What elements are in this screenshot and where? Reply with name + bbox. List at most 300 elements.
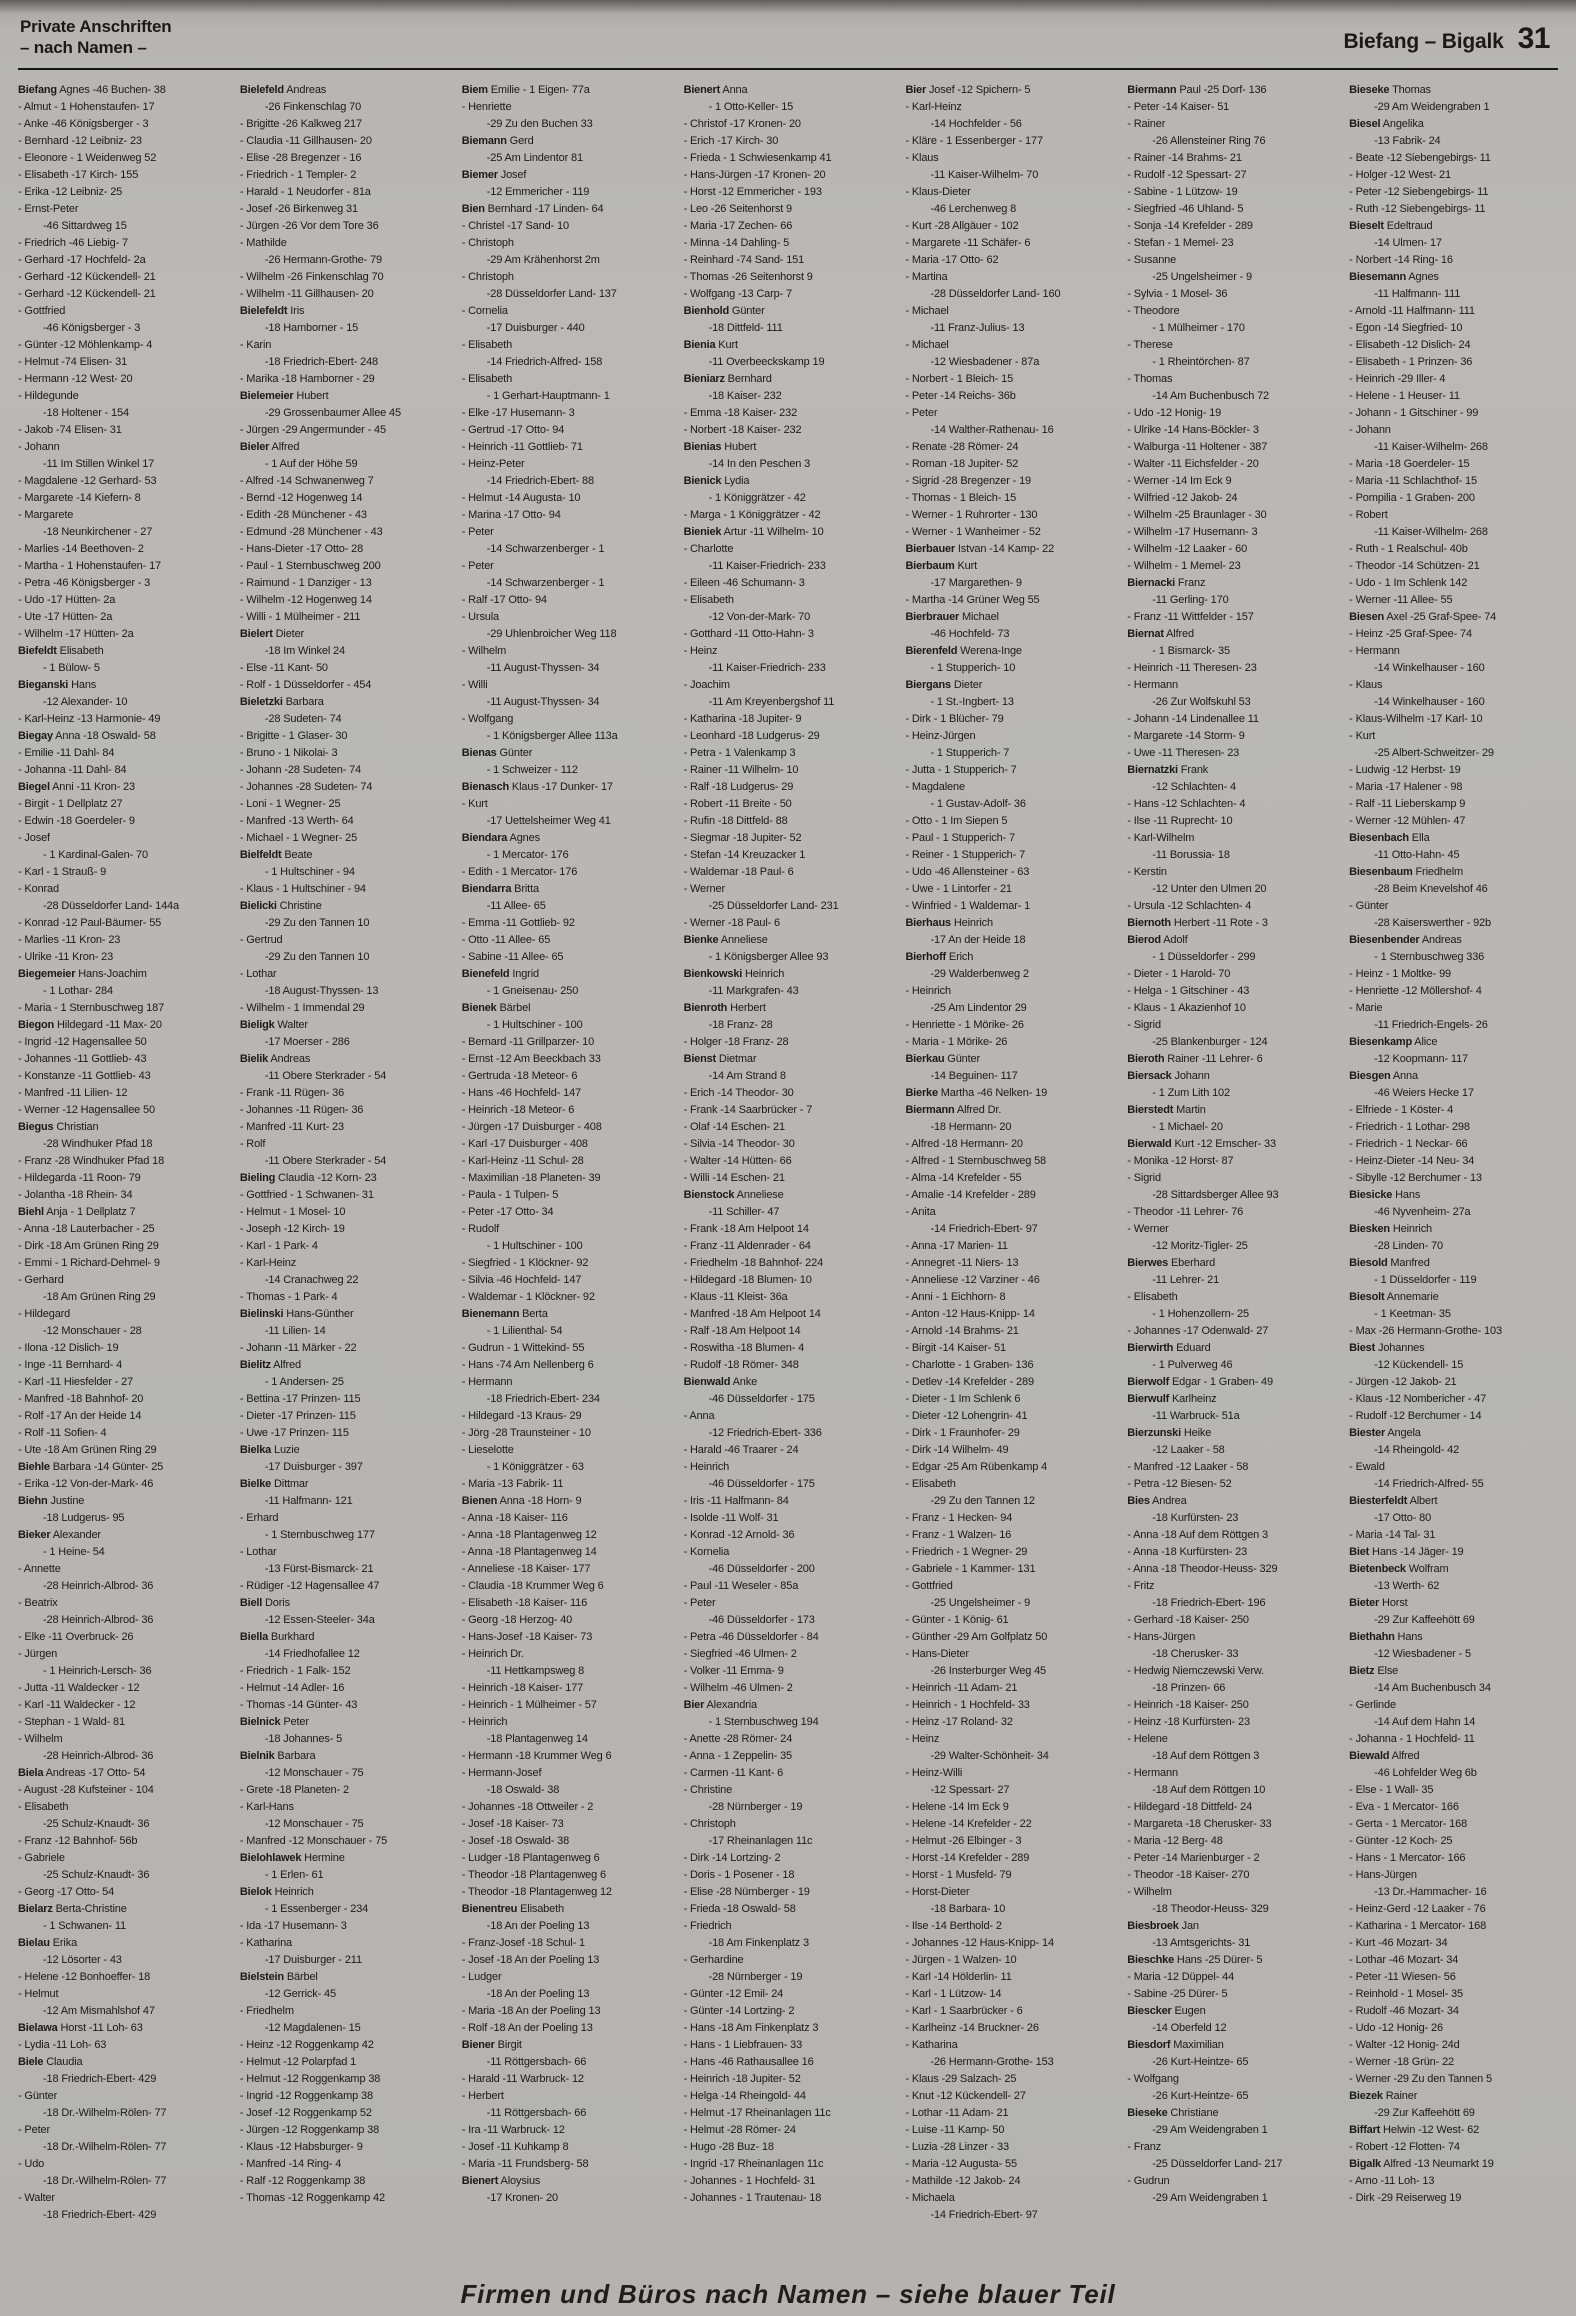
directory-entry-line: -12 Alexander- 10	[43, 696, 128, 708]
directory-entry-line: - 1 Königgrätzer - 42	[708, 492, 806, 504]
directory-entry-line: - Dieter - 1 Im Schlenk 6	[905, 1393, 1021, 1405]
page-title-line2: – nach Namen –	[20, 38, 147, 57]
surname: Bieling	[239, 1172, 276, 1184]
directory-entry-line: - Johann	[18, 441, 60, 453]
surname: Bieselt	[1349, 220, 1384, 232]
directory-entry-line: - Jürgen - 1 Walzen- 10	[905, 1954, 1017, 1966]
directory-entry-line: - Dirk - 1 Fraunhofer- 29	[905, 1427, 1020, 1439]
surname: Biehl	[18, 1206, 44, 1218]
directory-entry-line: - Günther -29 Am Golfplatz 50	[905, 1631, 1048, 1643]
directory-entry-line: Bienefeld Ingrid	[461, 968, 539, 980]
directory-entry-line: - Inge -11 Bernhard- 4	[18, 1359, 123, 1371]
directory-entry-line: -11 Borussia- 18	[1152, 849, 1230, 861]
directory-entry-line: Bierwald Kurt -12 Emscher- 33	[1127, 1138, 1276, 1150]
directory-entry-line: - Lothar -11 Adam- 21	[905, 2107, 1009, 2119]
directory-entry-line: -12 Spessart- 27	[930, 1784, 1010, 1796]
directory-entry-line: - 1 Mercator- 176	[486, 849, 569, 861]
directory-entry-line: - Manfred -11 Kurt- 23	[239, 1121, 344, 1133]
directory-entry-line: - Charlotte	[683, 543, 734, 555]
directory-entry-line: Biefeldt Elisabeth	[18, 645, 104, 657]
directory-entry-line: - Manfred -18 Am Helpoot 14	[683, 1308, 821, 1320]
directory-entry-line: - Thomas - 1 Park- 4	[239, 1291, 338, 1303]
surname: Biela	[18, 1767, 44, 1779]
directory-entry-line: - Rainer -11 Wilhelm- 10	[683, 764, 799, 776]
directory-entry-line: Bienas Günter	[461, 747, 533, 759]
directory-entry-line: -14 Friedrich-Ebert- 88	[486, 475, 594, 487]
surname: Bierwulf	[1127, 1393, 1170, 1405]
directory-entry-line: - Minna -14 Dahling- 5	[683, 237, 790, 249]
directory-entry-line: -29 Grossenbaumer Allee 45	[264, 407, 401, 419]
directory-entry-line: Bielinski Hans-Günther	[239, 1308, 354, 1320]
directory-entry-line: - Brigitte -26 Kalkweg 217	[239, 118, 362, 130]
directory-entry-line: - Karl - 1 Lützow- 14	[905, 1988, 1002, 2000]
directory-entry-line: -18 Hamborner - 15	[264, 322, 359, 334]
directory-entry-line: Bieseke Christiane	[1127, 2107, 1219, 2119]
directory-entry-line: - Dirk -18 Am Grünen Ring 29	[18, 1240, 159, 1252]
directory-entry-line: - Klaus -12 Habsburger- 9	[239, 2141, 363, 2153]
directory-entry-line: - Paul - 1 Stupperich- 7	[905, 832, 1015, 844]
directory-entry-line: - Peter -17 Otto- 34	[461, 1206, 554, 1218]
directory-entry-line: - Udo -12 Honig- 26	[1349, 2022, 1443, 2034]
directory-entry-line: -26 Insterburger Weg 45	[930, 1665, 1047, 1677]
directory-entry-line: -14 Ulmen- 17	[1374, 237, 1442, 249]
directory-entry-line: - Leo -26 Seitenhorst 9	[683, 203, 793, 215]
directory-entry-line: -28 Linden- 70	[1374, 1240, 1443, 1252]
surname: Bierke	[905, 1087, 938, 1099]
directory-entry-line: -18 August-Thyssen- 13	[264, 985, 379, 997]
directory-entry-line: -14 Schwarzenberger - 1	[486, 577, 605, 589]
directory-entry-line: - Manfred -13 Werth- 64	[239, 815, 354, 827]
directory-entry-line: Bietz Else	[1349, 1665, 1399, 1677]
directory-entry-line: - Siegfried - 1 Klöckner- 92	[461, 1257, 589, 1269]
directory-entry-line: -18 Neunkirchener - 27	[43, 526, 153, 538]
directory-entry-line: Biesgen Anna	[1349, 1070, 1418, 1082]
directory-entry-line: - Willi	[461, 679, 488, 691]
directory-entry-line: - Alfred - 1 Sternbuschweg 58	[905, 1155, 1046, 1167]
directory-entry-line: Bieselt Edeltraud	[1349, 220, 1433, 232]
directory-entry-line: - Edith -28 Münchener - 43	[239, 509, 367, 521]
surname: Bieganski	[18, 679, 69, 691]
directory-entry-line: - 1 Bülow- 5	[43, 662, 100, 674]
directory-entry-line: -12 Wiesbadener - 87a	[930, 356, 1040, 368]
directory-entry-line: -18 Kurfürsten- 23	[1152, 1512, 1239, 1524]
directory-entry-line: - Günter -12 Möhlenkamp- 4	[18, 339, 153, 351]
directory-entry-line: - Luzia -28 Linzer - 33	[905, 2141, 1009, 2153]
directory-entry-line: - 1 Keetman- 35	[1374, 1308, 1451, 1320]
directory-entry-line: - 1 Gustav-Adolf- 36	[930, 798, 1026, 810]
directory-entry-line: - Maria -13 Fabrik- 11	[461, 1478, 564, 1490]
directory-entry-line: Biehn Justine	[18, 1495, 85, 1507]
directory-entry-line: - Franz -12 Bahnhof- 56b	[18, 1835, 138, 1847]
directory-entry-line: - Kurt	[1349, 730, 1376, 742]
directory-entry-line: -18 Holtener - 154	[43, 407, 129, 419]
directory-entry-line: -11 Kaiser-Wilhelm- 268	[1374, 441, 1488, 453]
directory-entry-line: - Franz -28 Windhuker Pfad 18	[18, 1155, 165, 1167]
directory-entry-line: - Claudia -18 Krummer Weg 6	[461, 1580, 604, 1592]
directory-entry-line: - Maria -18 An der Poeling 13	[461, 2005, 601, 2017]
directory-entry-line: Biermann Paul -25 Dorf- 136	[1127, 84, 1267, 96]
directory-entry-line: -11 Overbeeckskamp 19	[708, 356, 825, 368]
surname: Bienek	[461, 1002, 497, 1014]
directory-entry-line: - Henriette -12 Möllershof- 4	[1349, 985, 1482, 997]
directory-entry-line: -12 Gerrick- 45	[264, 1988, 336, 2000]
directory-entry-line: - Werner -18 Paul- 6	[683, 917, 781, 929]
directory-entry-line: - Else - 1 Wall- 35	[1349, 1784, 1434, 1796]
directory-entry-line: Bieseke Thomas	[1349, 84, 1431, 96]
directory-entry-line: - Michael	[905, 305, 949, 317]
surname: Bieler	[239, 441, 270, 453]
directory-entry-line: -14 Am Buchenbusch 34	[1374, 1682, 1491, 1694]
directory-entry-line: -18 Cherusker- 33	[1152, 1648, 1239, 1660]
directory-entry-line: - Hans - 1 Liebfrauen- 33	[683, 2039, 803, 2051]
directory-entry-line: - Udo -46 Allensteiner - 63	[905, 866, 1030, 878]
directory-entry-line: -18 Theodor-Heuss- 329	[1152, 1903, 1269, 1915]
directory-entry-line: - Friedrich	[683, 1920, 732, 1932]
directory-entry-line: -14 Oberfeld 12	[1152, 2022, 1227, 2034]
directory-entry-line: - 1 Hultschiner - 100	[486, 1240, 583, 1252]
surname: Biefang	[18, 84, 57, 96]
directory-entry-line: - Elisabeth	[461, 373, 513, 385]
directory-entry-line: Bierod Adolf	[1127, 934, 1188, 946]
directory-entry-line: - Wilhelm - 1 Memel- 23	[1127, 560, 1241, 572]
directory-entry-line: - Sabine -11 Allee- 65	[461, 951, 564, 963]
directory-entry-line: -18 Im Winkel 24	[264, 645, 345, 657]
directory-entry-line: - Josef -18 Oswald- 38	[461, 1835, 570, 1847]
directory-entry-line: - 1 Königsberger Allee 113a	[486, 730, 618, 742]
directory-entry-line: -46 Düsseldorfer - 200	[708, 1563, 815, 1575]
directory-entry-line: -25 Düsseldorfer Land- 217	[1152, 2158, 1283, 2170]
directory-entry-line: - Wilhelm -12 Laaker - 60	[1127, 543, 1248, 555]
directory-entry-line: - Dirk - 1 Blücher- 79	[905, 713, 1004, 725]
directory-entry-line: - Detlev -14 Krefelder - 289	[905, 1376, 1034, 1388]
directory-entry-line: - Gerhard	[18, 1274, 64, 1286]
directory-entry-line: - Friedrich -46 Liebig- 7	[18, 237, 128, 249]
directory-entry-line: - Stefan -14 Kreuzacker 1	[683, 849, 806, 861]
directory-entry-line: - Werner	[683, 883, 725, 895]
directory-entry-line: - Johann -28 Sudeten- 74	[239, 764, 362, 776]
directory-entry-line: -12 Von-der-Mark- 70	[708, 611, 811, 623]
directory-entry-line: - Klaus -11 Kleist- 36a	[683, 1291, 788, 1303]
directory-entry-line: - Karl-Heinz -13 Harmonie- 49	[18, 713, 161, 725]
surname: Biesbroek	[1127, 1920, 1179, 1932]
directory-entry-line: - Johannes -17 Odenwald- 27	[1127, 1325, 1269, 1337]
directory-entry-line: - Thomas -14 Günter- 43	[239, 1699, 358, 1711]
directory-column-7	[1349, 82, 1564, 2272]
directory-entry-line: Biesenbaum Friedhelm	[1349, 866, 1464, 878]
directory-entry-line: - Hermann	[461, 1376, 513, 1388]
directory-entry-line: -17 Otto- 80	[1374, 1512, 1432, 1524]
directory-entry-line: - Maria -17 Halener - 98	[1349, 781, 1463, 793]
directory-entry-line: -26 Hermann-Grothe- 153	[930, 2056, 1054, 2068]
directory-entry-line: Bierwulf Karlheinz	[1127, 1393, 1217, 1405]
directory-entry-line: Biefang Agnes -46 Buchen- 38	[18, 84, 166, 96]
directory-entry-line: - Margarete -14 Kiefern- 8	[18, 492, 141, 504]
directory-entry-line: - Michael	[905, 339, 949, 351]
directory-entry-line: - Kerstin	[1127, 866, 1167, 878]
directory-entry-line: - Sibylle -12 Berchumer - 13	[1349, 1172, 1482, 1184]
directory-entry-line: - 1 Zum Lith 102	[1152, 1087, 1230, 1099]
directory-entry-line: - Karl -14 Hölderlin- 11	[905, 1971, 1012, 1983]
directory-entry-line: - Gertrud -17 Otto- 94	[461, 424, 565, 436]
directory-entry-line: - Thomas -12 Roggenkamp 42	[239, 2192, 385, 2204]
directory-entry-line: - Hildegard	[18, 1308, 71, 1320]
directory-entry-line: - Kurt -46 Mozart- 34	[1349, 1937, 1448, 1949]
surname: Bierkau	[905, 1053, 945, 1065]
surname: Bieseke	[1127, 2107, 1168, 2119]
directory-entry-line: Bierwolf Edgar - 1 Graben- 49	[1127, 1376, 1273, 1388]
surname: Bierzunski	[1127, 1427, 1181, 1439]
directory-entry-line: Bielawa Horst -11 Loh- 63	[18, 2022, 143, 2034]
surname: Biehle	[18, 1461, 50, 1473]
directory-entry-line: - 1 Sternbuschweg 336	[1374, 951, 1485, 963]
directory-entry-line: - Sonja -14 Krefelder - 289	[1127, 220, 1253, 232]
surname: Biesenbaum	[1349, 866, 1413, 878]
directory-entry-line: - Jakob -74 Elisen- 31	[18, 424, 122, 436]
surname: Bigalk	[1349, 2158, 1381, 2170]
directory-entry-line: - Walter -14 Hütten- 66	[683, 1155, 792, 1167]
surname: Biesen	[1349, 611, 1385, 623]
directory-entry-line: -18 Plantagenweg 14	[486, 1733, 588, 1745]
directory-entry-line: -14 Friedrich-Ebert- 97	[930, 1223, 1038, 1235]
directory-entry-line: - Reinhold - 1 Mosel- 35	[1349, 1988, 1463, 2000]
directory-entry-line: - Werner - 1 Ruhrorter - 130	[905, 509, 1038, 521]
directory-entry-line: - Gerta - 1 Mercator- 168	[1349, 1818, 1468, 1830]
directory-entry-line: - Wilhelm -17 Husemann- 3	[1127, 526, 1258, 538]
directory-entry-line: - Gudrun - 1 Wittekind- 55	[461, 1342, 585, 1354]
directory-entry-line: Bienasch Klaus -17 Dunker- 17	[461, 781, 613, 793]
directory-entry-line: - Rudolf	[461, 1223, 500, 1235]
directory-entry-line: - Manfred -18 Bahnhof- 20	[18, 1393, 144, 1405]
directory-entry-line: - Franz -11 Aldenrader - 64	[683, 1240, 811, 1252]
directory-entry-line: - August -28 Kufsteiner - 104	[18, 1784, 154, 1796]
surname: Bielitz	[239, 1359, 271, 1371]
surname: Biest	[1349, 1342, 1376, 1354]
directory-entry-line: - Jürgen -26 Vor dem Tore 36	[239, 220, 379, 232]
directory-entry-line: - Annegret -11 Niers- 13	[905, 1257, 1019, 1269]
header-divider	[18, 68, 1558, 70]
directory-entry-line: - Ute -17 Hütten- 2a	[18, 611, 113, 623]
surname: Biegus	[18, 1121, 54, 1133]
directory-entry-line: - Helene	[1127, 1733, 1168, 1745]
directory-entry-line: - Elisabeth - 1 Prinzen- 36	[1349, 356, 1473, 368]
directory-entry-line: -17 Duisburger - 397	[264, 1461, 363, 1473]
directory-entry-line: - Otto - 1 Im Siepen 5	[905, 815, 1008, 827]
directory-entry-line: -18 An der Poeling 13	[486, 1920, 590, 1932]
directory-entry-line: -28 Düsseldorfer Land- 144a	[43, 900, 179, 912]
directory-entry-line: -29 Walderbenweg 2	[930, 968, 1029, 980]
directory-entry-line: Bierwes Eberhard	[1127, 1257, 1216, 1269]
directory-entry-line: - Harald -46 Traarer - 24	[683, 1444, 799, 1456]
directory-entry-line: - Anna -18 Kaiser- 116	[461, 1512, 568, 1524]
directory-entry-line: - Gabriele - 1 Kammer- 131	[905, 1563, 1036, 1575]
directory-entry-line: - Theodor -14 Schützen- 21	[1349, 560, 1480, 572]
directory-entry-line: - Hugo -28 Buz- 18	[683, 2141, 774, 2153]
directory-entry-line: - 1 Hultschiner - 94	[264, 866, 355, 878]
directory-entry-line: - Ralf -12 Roggenkamp 38	[239, 2175, 366, 2187]
directory-entry-line: - Rolf - 1 Düsseldorfer - 454	[239, 679, 372, 691]
directory-entry-line: Bier Josef -12 Spichern- 5	[905, 84, 1031, 96]
surname: Biermann	[1127, 84, 1177, 96]
directory-entry-line: -11 Allee- 65	[486, 900, 546, 912]
directory-entry-line: - Hildegard -18 Blumen- 10	[683, 1274, 812, 1286]
directory-entry-line: - Karl-Heinz	[239, 1257, 297, 1269]
directory-entry-line: -18 Friedrich-Ebert- 196	[1152, 1597, 1266, 1609]
directory-entry-line: -25 Ungelsheimer - 9	[1152, 271, 1253, 283]
surname: Bierwes	[1127, 1257, 1169, 1269]
surname: Bielemeier	[239, 390, 294, 402]
directory-entry-line: - Jürgen -29 Angermunder - 45	[239, 424, 386, 436]
directory-entry-line: Biemer Josef	[461, 169, 527, 181]
directory-entry-line: Bielemeier Hubert	[239, 390, 329, 402]
directory-entry-line: - 1 Michael- 20	[1152, 1121, 1223, 1133]
directory-entry-line: Bienen Anna -18 Horn- 9	[461, 1495, 582, 1507]
surname: Bier	[905, 84, 927, 96]
directory-entry-line: -28 Heinrich-Albrod- 36	[43, 1614, 154, 1626]
directory-entry-line: -18 Friedrich-Ebert- 248	[264, 356, 379, 368]
surname: Bienentreu	[461, 1903, 518, 1915]
directory-entry-line: Biesold Manfred	[1349, 1257, 1430, 1269]
directory-entry-line: -17 Rheinanlagen 11c	[708, 1835, 813, 1847]
directory-entry-line: Biernoth Herbert -11 Rote - 3	[1127, 917, 1268, 929]
directory-entry-line: -12 Essen-Steeler- 34a	[264, 1614, 375, 1626]
directory-entry-line: - Gerhard -12 Kückendell- 21	[18, 271, 156, 283]
directory-entry-line: - Anneliese -12 Varziner - 46	[905, 1274, 1040, 1286]
surname: Bienwald	[683, 1376, 731, 1388]
directory-entry-line: - Johann -11 Märker - 22	[239, 1342, 357, 1354]
surname: Bielert	[239, 628, 273, 640]
directory-entry-line: - Willi -14 Eschen- 21	[683, 1172, 785, 1184]
directory-entry-line: Biendarra Britta	[461, 883, 539, 895]
directory-entry-line: - Klaus - 1 Akazienhof 10	[1127, 1002, 1246, 1014]
directory-entry-line: - Almut - 1 Hohenstaufen- 17	[18, 101, 155, 113]
directory-entry-line: - Karl-Heinz	[905, 101, 962, 113]
directory-entry-line: - Erich -17 Kirch- 30	[683, 135, 779, 147]
directory-entry-line: - Alfred -18 Hermann- 20	[905, 1138, 1023, 1150]
directory-entry-line: - Gottfried - 1 Schwanen- 31	[239, 1189, 374, 1201]
directory-entry-line: - Katharina	[239, 1937, 293, 1949]
directory-column-5	[905, 82, 1120, 2272]
directory-entry-line: - 1 Pulverweg 46	[1152, 1359, 1233, 1371]
directory-entry-line: - Wilhelm	[18, 1733, 63, 1745]
directory-entry-line: - Martha - 1 Hohenstaufen- 17	[18, 560, 162, 572]
directory-entry-line: - Ingrid -17 Rheinanlagen 11c	[683, 2158, 824, 2170]
directory-entry-line: - Marie	[1349, 1002, 1383, 1014]
directory-entry-line: - Olaf -14 Eschen- 21	[683, 1121, 785, 1133]
directory-entry-line: - Eileen -46 Schumann- 3	[683, 577, 805, 589]
directory-entry-line: - Gerhard -18 Kaiser- 250	[1127, 1614, 1249, 1626]
directory-entry-line: - Friedhelm	[239, 2005, 294, 2017]
directory-entry-line: -18 An der Poeling 13	[486, 1988, 590, 2000]
directory-entry-line: -12 Friedrich-Ebert- 336	[708, 1427, 822, 1439]
directory-entry-line: -14 In den Peschen 3	[708, 458, 811, 470]
surname: Biffart	[1349, 2124, 1381, 2136]
directory-entry-line: - Karl -11 Waldecker - 12	[18, 1699, 136, 1711]
directory-entry-line: -18 Auf dem Röttgen 10	[1152, 1784, 1266, 1796]
directory-entry-line: Biesenkamp Alice	[1349, 1036, 1438, 1048]
directory-entry-line: - Hans - 1 Mercator- 166	[1349, 1852, 1466, 1864]
directory-entry-line: - Johannes - 1 Trautenau- 18	[683, 2192, 822, 2204]
directory-entry-line: - Bernhard -12 Leibniz- 23	[18, 135, 142, 147]
directory-entry-line: - Else -11 Kant- 50	[239, 662, 328, 674]
directory-entry-line: - Ulrike -11 Kron- 23	[18, 951, 114, 963]
directory-entry-line: - Friedrich - 1 Templer- 2	[239, 169, 357, 181]
surname: Biermann	[905, 1104, 955, 1116]
directory-entry-line: Biener Birgit	[461, 2039, 522, 2051]
directory-entry-line: - Heinrich -11 Gottlieb- 71	[461, 441, 583, 453]
directory-entry-line: - Rolf	[239, 1138, 266, 1150]
directory-entry-line: - Lieselotte	[461, 1444, 514, 1456]
directory-entry-line: - Margarete	[18, 509, 74, 521]
directory-entry-line: -26 Allensteiner Ring 76	[1152, 135, 1266, 147]
directory-entry-line: - Heinrich - 1 Hochfeld- 33	[905, 1699, 1030, 1711]
directory-entry-line: - Raimund - 1 Danziger - 13	[239, 577, 372, 589]
directory-entry-line: - Theodor -11 Lehrer- 76	[1127, 1206, 1244, 1218]
surname: Biesicke	[1349, 1189, 1393, 1201]
directory-entry-line: Bieter Horst	[1349, 1597, 1408, 1609]
directory-entry-line: - Petra -12 Biesen- 52	[1127, 1478, 1232, 1490]
directory-entry-line: - Loni - 1 Wegner- 25	[239, 798, 341, 810]
directory-entry-line: - Christel -17 Sand- 10	[461, 220, 569, 232]
directory-entry-line: Biegon Hildegard -11 Max- 20	[18, 1019, 162, 1031]
directory-entry-line: - Lydia -11 Loh- 63	[18, 2039, 107, 2051]
directory-entry-line: - 1 Otto-Keller- 15	[708, 101, 794, 113]
directory-entry-line: Bienick Lydia	[683, 475, 750, 487]
directory-entry-line: - 1 Schweizer - 112	[486, 764, 578, 776]
directory-entry-line: - Heinz -17 Roland- 32	[905, 1716, 1013, 1728]
directory-entry-line: - Heinrich -11 Adam- 21	[905, 1682, 1018, 1694]
directory-entry-line: -11 Kaiser-Friedrich- 233	[708, 560, 826, 572]
surname: Biezek	[1349, 2090, 1383, 2102]
directory-entry-line: - Klaus -12 Nombericher - 47	[1349, 1393, 1487, 1405]
surname: Biesenbender	[1349, 934, 1420, 946]
directory-entry-line: - Heinz-Peter	[461, 458, 525, 470]
directory-entry-line: - Hans-Jürgen	[1349, 1869, 1417, 1881]
surname: Biernatzki	[1127, 764, 1178, 776]
directory-entry-line: - Klaus	[905, 152, 939, 164]
directory-entry-line: - Friedrich - 1 Lothar- 298	[1349, 1121, 1470, 1133]
directory-entry-line: - Amalie -14 Krefelder - 289	[905, 1189, 1036, 1201]
directory-entry-line: - Anette -28 Römer- 24	[683, 1733, 793, 1745]
directory-entry-line: - 1 Stupperich- 10	[930, 662, 1016, 674]
surname: Bienert	[683, 84, 721, 96]
directory-entry-line: - Manfred -14 Ring- 4	[239, 2158, 342, 2170]
directory-entry-line: - Josef -11 Kuhkamp 8	[461, 2141, 569, 2153]
directory-entry-line: -28 Nürnberger - 19	[708, 1971, 803, 1983]
directory-entry-line: - Thomas -26 Seitenhorst 9	[683, 271, 813, 283]
directory-entry-line: - 1 Bismarck- 35	[1152, 645, 1230, 657]
directory-entry-line: - Helmut -28 Römer- 24	[683, 2124, 796, 2136]
directory-entry-line: Bier Alexandria	[683, 1699, 757, 1711]
directory-entry-line: - Christoph	[683, 1818, 736, 1830]
directory-entry-line: - Otto -11 Allee- 65	[461, 934, 551, 946]
directory-entry-line: - Maria -11 Frundsberg- 58	[461, 2158, 589, 2170]
directory-entry-line: - Gertruda -18 Meteor- 6	[461, 1070, 578, 1082]
directory-entry-line: Bierzunski Heike	[1127, 1427, 1212, 1439]
directory-entry-line: - Birgit - 1 Dellplatz 27	[18, 798, 123, 810]
directory-entry-line: - Magdalene	[905, 781, 965, 793]
directory-entry-line: - Henriette	[461, 101, 512, 113]
directory-entry-line: - Ernst -12 Am Beeckbach 33	[461, 1053, 601, 1065]
directory-entry-line: -25 Am Lindentor 29	[930, 1002, 1027, 1014]
directory-entry-line: - Karl-Hans	[239, 1801, 294, 1813]
directory-entry-line: - Mathilde -12 Jakob- 24	[905, 2175, 1021, 2187]
directory-entry-line: -25 Albert-Schweitzer- 29	[1374, 747, 1494, 759]
surname: Bielefeld	[239, 84, 284, 96]
directory-entry-line: -11 Hettkampsweg 8	[486, 1665, 585, 1677]
directory-entry-line: - 1 Gerhart-Hauptmann- 1	[486, 390, 610, 402]
directory-entry-line: - Isolde -11 Wolf- 31	[683, 1512, 779, 1524]
directory-entry-line: - Rüdiger -12 Hagensallee 47	[239, 1580, 380, 1592]
